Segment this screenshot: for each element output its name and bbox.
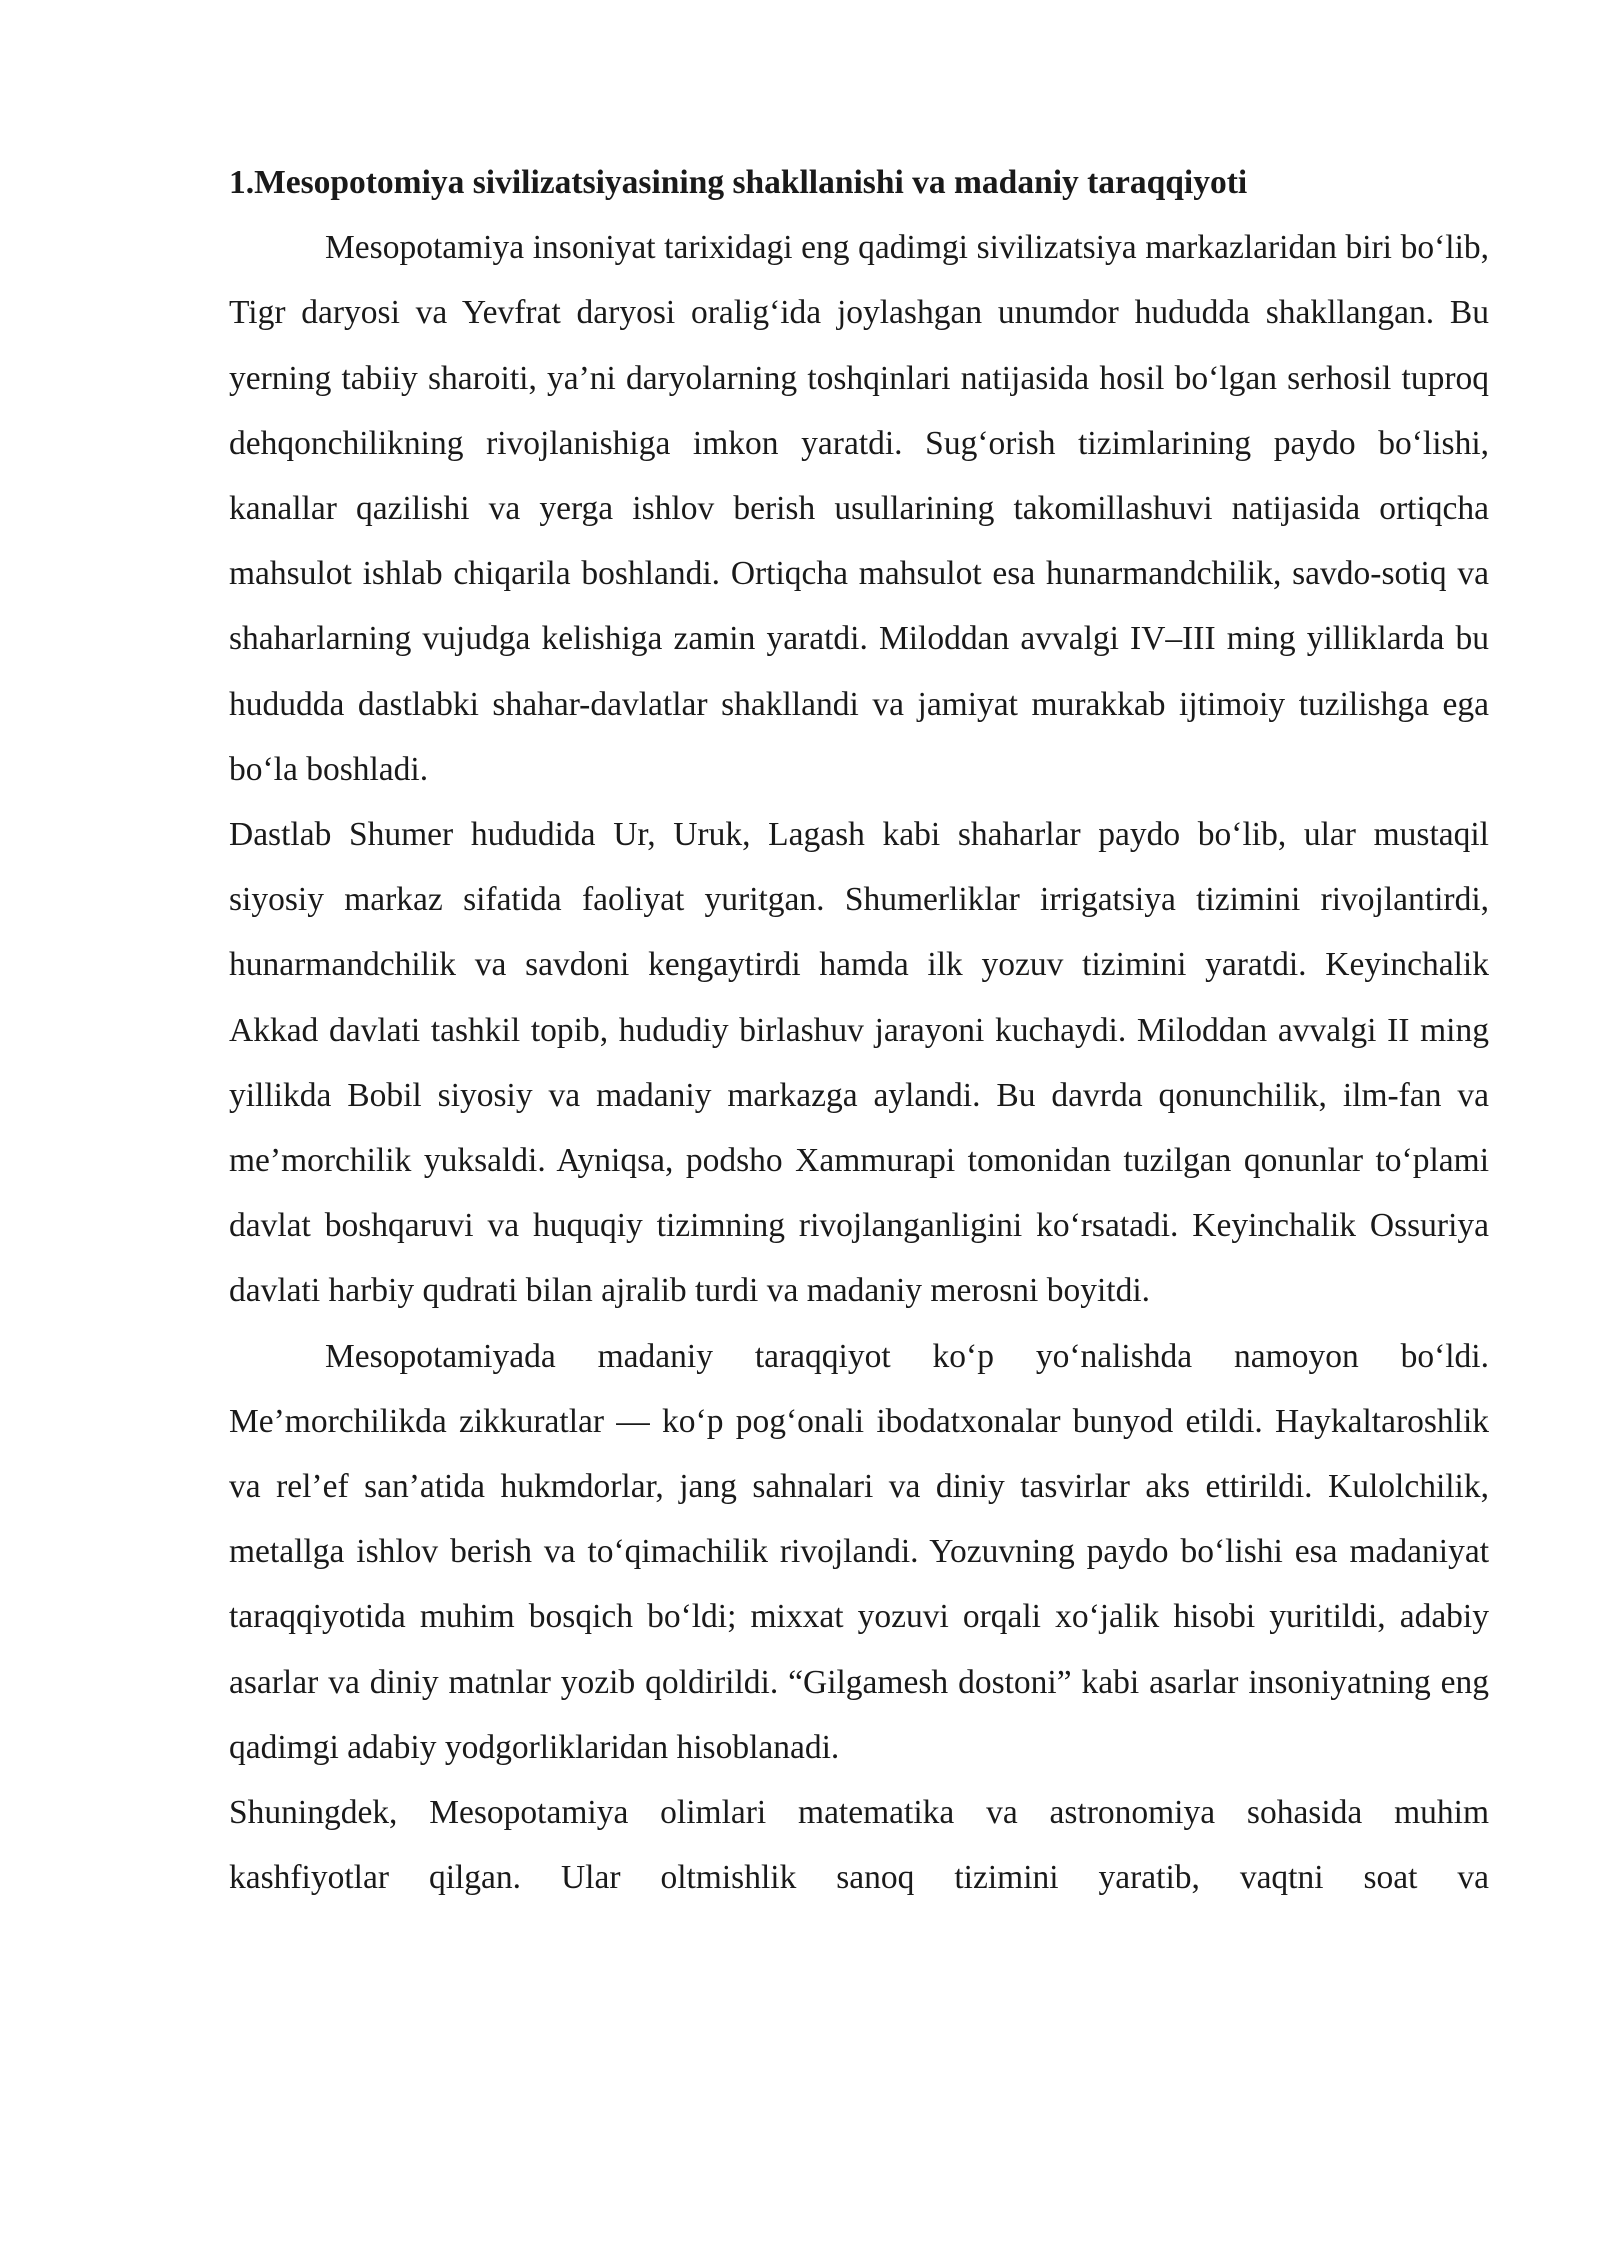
document-body bbox=[229, 150, 1489, 1910]
paragraph-2: Dastlab Shumer hududida Ur, Uruk, Lagash kabi shaharlar paydo bo‘lib, ular mustaqil siyosiy markaz sifatida faoliyat yuritgan. Shumerliklar irrigatsiya tizimini rivojlantirdi, hunarmandchilik va savdoni kengaytirdi hamda ilk yozuv tizimini yaratdi. Keyinchalik Akkad davlati tashkil topib, hududiy birlashuv jarayoni kuchaydi. Miloddan avvalgi II ming yillikda Bobil siyosiy va madaniy markazga aylandi. Bu davrda qonunchilik, ilm-fan va me’morchilik yuksaldi. Ayniqsa, podsho Xammurapi tomonidan tuzilgan qonunlar to‘plami davlat boshqaruvi va huquqiy tizimning rivojlanganligini ko‘rsatadi. Keyinchalik Ossuriya davlati harbiy qudrati bilan ajralib turdi va madaniy merosni boyitdi. bbox=[229, 816, 1489, 1310]
paragraph-4: Shuningdek, Mesopotamiya olimlari matematika va astronomiya sohasida muhim kashfiyotlar qilgan. Ular oltmishlik sanoq tizimini yaratib, vaqtni soat va bbox=[229, 1794, 1489, 1897]
section-heading: 1.Mesopotomiya sivilizatsiyasining shakllanishi va madaniy taraqqiyoti bbox=[229, 164, 1248, 201]
paragraph-3: Mesopotamiyada madaniy taraqqiyot ko‘p yo‘nalishda namoyon bo‘ldi. Me’morchilikda zikkuratlar — ko‘p pog‘onali ibodatxonalar bunyod etildi. Haykaltaroshlik va rel’ef san’atida hukmdorlar, jang sahnalari va diniy tasvirlar aks ettirildi. Kulolchilik, metallga ishlov berish va to‘qimachilik rivojlandi. Yozuvning paydo bo‘lishi esa madaniyat taraqqiyotida muhim bosqich bo‘ldi; mixxat yozuvi orqali xo‘jalik hisobi yuritildi, adabiy asarlar va diniy matnlar yozib qoldirildi. “Gilgamesh dostoni” kabi asarlar insoniyatning eng qadimgi adabiy yodgorliklaridan hisoblanadi. bbox=[229, 1337, 1489, 1766]
paragraph-1: Mesopotamiya insoniyat tarixidagi eng qadimgi sivilizatsiya markazlaridan biri bo‘lib, Tigr daryosi va Yevfrat daryosi oralig‘ida joylashgan unumdor hududda shakllangan. Bu yerning tabiiy sharoiti, ya’ni daryolarning toshqinlari natijasida hosil bo‘lgan serhosil tuproq dehqonchilikning rivojlanishiga imkon yaratdi. Sug‘orish tizimlarining paydo bo‘lishi, kanallar qazilishi va yerga ishlov berish usullarining takomillashuvi natijasida ortiqcha mahsulot ishlab chiqarila boshlandi. Ortiqcha mahsulot esa hunarmandchilik, savdo-sotiq va shaharlarning vujudga kelishiga zamin yaratdi. Miloddan avvalgi IV–III ming yilliklarda bu hududda dastlabki shahar-davlatlar shakllandi va jamiyat murakkab ijtimoiy tuzilishga ega bo‘la boshladi. bbox=[229, 229, 1489, 788]
